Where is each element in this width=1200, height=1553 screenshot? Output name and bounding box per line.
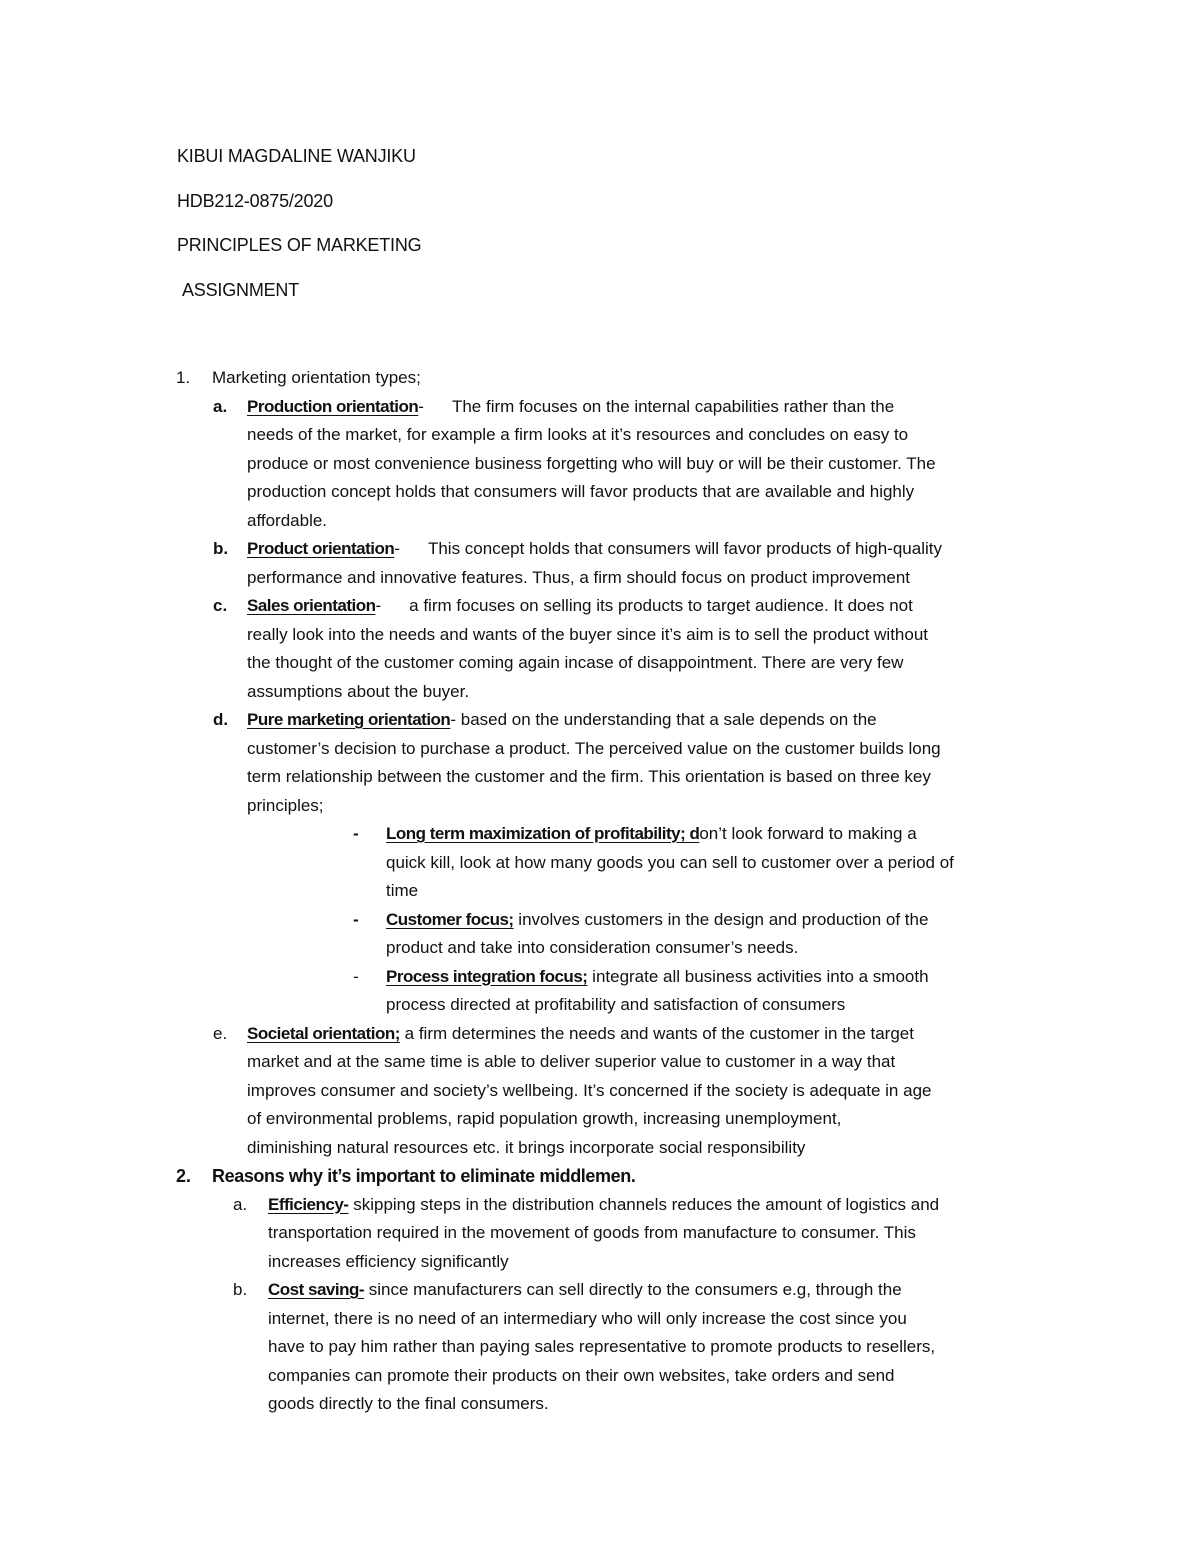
principle-row (0, 906, 1200, 935)
q1-c-line: a firm focuses on selling its products to target audience. It does not (409, 596, 913, 615)
q2-b-line: internet, there is no need of an intermediary who will only increase the cost since you (268, 1308, 907, 1328)
principle-line: process directed at profitability and satisfaction of consumers (386, 995, 846, 1014)
q1-a-row: a. Production orientation- The firm focuses on the internal capabilities rather than the (0, 393, 1200, 422)
q1-a-marker: a. (213, 396, 228, 416)
principle-term: Process integration focus; (386, 966, 588, 986)
q1-c-row: c. Sales orientation- a firm focuses on selling its products to target audience. It does not (0, 592, 1200, 621)
q1-d-marker: d. (213, 710, 229, 729)
q1-b-line: This concept holds that consumers will favor products of high-quality (427, 539, 942, 558)
q1-b-term: Product orientation (247, 539, 395, 558)
q2-heading: Reasons why it’s important to eliminate middlemen. (212, 1166, 636, 1186)
q1-e-line: improves consumer and society’s wellbeing. It’s concerned if the society is adequate in age (247, 1080, 932, 1100)
principle-bullet: - (353, 966, 359, 986)
principle-row (0, 820, 1200, 849)
q2-b-line: companies can promote their products on their own websites, take orders and send (268, 1365, 895, 1385)
q1-b-marker: b. (213, 539, 229, 558)
q2-b-line: have to pay him rather than paying sales representative to promote products to resellers, (268, 1337, 936, 1356)
q1-c-term: Sales orientation (247, 596, 376, 615)
document-body (0, 364, 1200, 1419)
q2-b-line: since manufacturers can sell directly to the consumers e.g, through the (364, 1280, 902, 1299)
principle-line: integrate all business activities into a smooth (587, 966, 929, 986)
q1-e-line: of environmental problems, rapid population growth, increasing unemployment, (247, 1109, 842, 1128)
q1-a-line: affordable. (247, 510, 328, 530)
principle-row (0, 963, 1200, 992)
assignment-title: ASSIGNMENT (182, 280, 300, 300)
q2-heading-row (0, 1162, 1200, 1191)
q1-a-line: production concept holds that consumers will favor products that are available and highly (247, 482, 915, 501)
principle-line: on’t look forward to making a (699, 824, 917, 843)
principle-line: quick kill, look at how many goods you can sell to customer over a period of (386, 852, 954, 872)
principle-bullet: - (353, 824, 359, 843)
q1-d-line: term relationship between the customer and the firm. This orientation is based on three key (247, 767, 931, 786)
principle-line: time (386, 881, 419, 900)
q1-e-line: market and at the same time is able to deliver superior value to customer in a way that (247, 1052, 896, 1071)
principle-bullet: - (353, 909, 359, 929)
q2-a-marker: a. (233, 1194, 248, 1214)
principle-term: Customer focus; (386, 909, 514, 929)
principle-term: Long term maximization of profitability; d (386, 824, 700, 843)
q2-b-row (0, 1276, 1200, 1305)
q2-a-line: transportation required in the movement of goods from manufacture to consumer. This (268, 1223, 916, 1242)
q1-d-line: customer’s decision to purchase a product. The perceived value on the customer builds long (247, 738, 941, 758)
q2-b-term: Cost saving- (268, 1280, 365, 1299)
q2-a-term: Efficiency- (268, 1194, 349, 1214)
q1-heading-row (0, 364, 1200, 393)
q1-d-term: Pure marketing orientation (247, 710, 451, 729)
q1-e-term: Societal orientation; (247, 1023, 400, 1043)
q1-c-marker: c. (213, 596, 228, 615)
q2-b-marker: b. (233, 1280, 248, 1299)
registration-number: HDB212-0875/2020 (177, 191, 333, 211)
q1-a-line: needs of the market, for example a firm looks at it’s resources and concludes on easy to (247, 425, 909, 444)
q1-b-line: performance and innovative features. Thus, a firm should focus on product improvement (247, 567, 911, 587)
q1-d-line: principles; (247, 795, 324, 815)
q1-c-line: really look into the needs and wants of the buyer since it’s aim is to sell the product without (247, 624, 929, 644)
q2-marker: 2. (176, 1166, 192, 1186)
q1-c-line: assumptions about the buyer. (247, 681, 470, 701)
q1-d-line: based on the understanding that a sale depends on the (460, 710, 877, 729)
q1-c-line: the thought of the customer coming again incase of disappointment. There are very few (247, 653, 904, 672)
q1-a-term: Production orientation (247, 396, 419, 416)
q1-b-row: b. Product orientation- This concept holds that consumers will favor products of high-quality (0, 535, 1200, 564)
q2-a-line: skipping steps in the distribution channels reduces the amount of logistics and (348, 1194, 940, 1214)
q2-a-line: increases efficiency significantly (268, 1251, 509, 1271)
student-name: KIBUI MAGDALINE WANJIKU (177, 146, 416, 166)
q1-marker: 1. (176, 368, 191, 387)
q1-a-line: produce or most convenience business forgetting who will buy or will be their customer. The (247, 453, 936, 473)
q1-d-row: d. Pure marketing orientation- based on the understanding that a sale depends on the (0, 706, 1200, 735)
principle-line: involves customers in the design and production of the (513, 909, 929, 929)
q1-e-line: diminishing natural resources etc. it brings incorporate social responsibility (247, 1137, 806, 1157)
q2-a-row (0, 1191, 1200, 1220)
q1-e-line: a firm determines the needs and wants of the customer in the target (399, 1023, 914, 1043)
q1-e-marker: e. (213, 1023, 228, 1043)
q1-e-row (0, 1020, 1200, 1049)
principle-line: product and take into consideration consumer’s needs. (386, 938, 799, 957)
q2-b-line: goods directly to the final consumers. (268, 1394, 549, 1413)
q1-a-line: The firm focuses on the internal capabilities rather than the (451, 396, 895, 416)
course-title: PRINCIPLES OF MARKETING (177, 235, 422, 255)
q1-heading: Marketing orientation types; (212, 368, 421, 387)
